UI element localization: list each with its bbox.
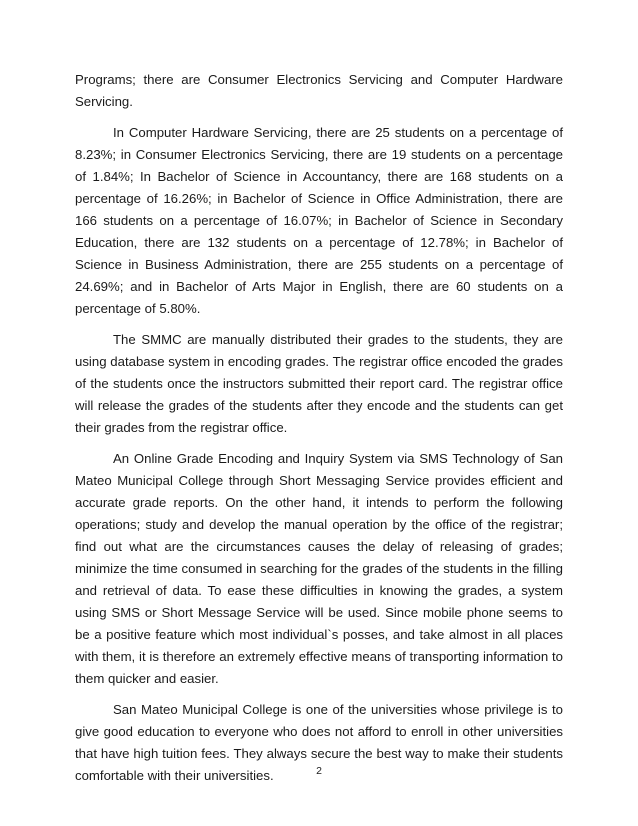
document-body (75, 69, 563, 796)
paragraph-grade-distribution: The SMMC are manually distributed their grades to the students, they are using database system in encoding grades. The registrar office encoded the grades of the students once the instructors submitted their report card. The registrar office will release the grades of the students after they encode and the students can get their grades from the registrar office. (75, 332, 563, 435)
paragraph-system-overview: An Online Grade Encoding and Inquiry System via SMS Technology of San Mateo Municipal College through Short Messaging Service provides efficient and accurate grade reports. On the other hand, it intends to perform the following operations; study and develop the manual operation by the office of the registrar; find out what are the circumstances causes the delay of releasing of grades; minimize the time consumed in searching for the grades of the students in the filling and retrieval of data. To ease these difficulties in knowing the grades, a system using SMS or Short Message Service will be used. Since mobile phone seems to be a positive feature which most individual`s posses, and take almost in all places with them, it is therefore an extremely effective means of transporting information to them quicker and easier. (75, 451, 563, 686)
paragraph-enrollment-statistics: In Computer Hardware Servicing, there are 25 students on a percentage of 8.23%; in Consumer Electronics Servicing, there are 19 students on a percentage of 1.84%; In Bachelor of Science in Accountancy, there are 168 students on a percentage of 16.26%; in Bachelor of Science in Office Administration, there are 166 students on a percentage of 16.07%; in Bachelor of Science in Secondary Education, there are 132 students on a percentage of 12.78%; in Bachelor of Science in Business Administration, there are 255 students on a percentage of 24.69%; and in Bachelor of Arts Major in English, there are 60 students on a percentage of 5.80%. (75, 125, 563, 316)
page-number: 2 (316, 765, 322, 777)
paragraph-college-description: San Mateo Municipal College is one of the universities whose privilege is to give good education to everyone who does not afford to enroll in other universities that have high tuition fees. They always secure the best way to make their students comfortable with their universities. (75, 702, 563, 783)
paragraph-programs-continued: Programs; there are Consumer Electronics Servicing and Computer Hardware Servicing. (75, 72, 563, 109)
